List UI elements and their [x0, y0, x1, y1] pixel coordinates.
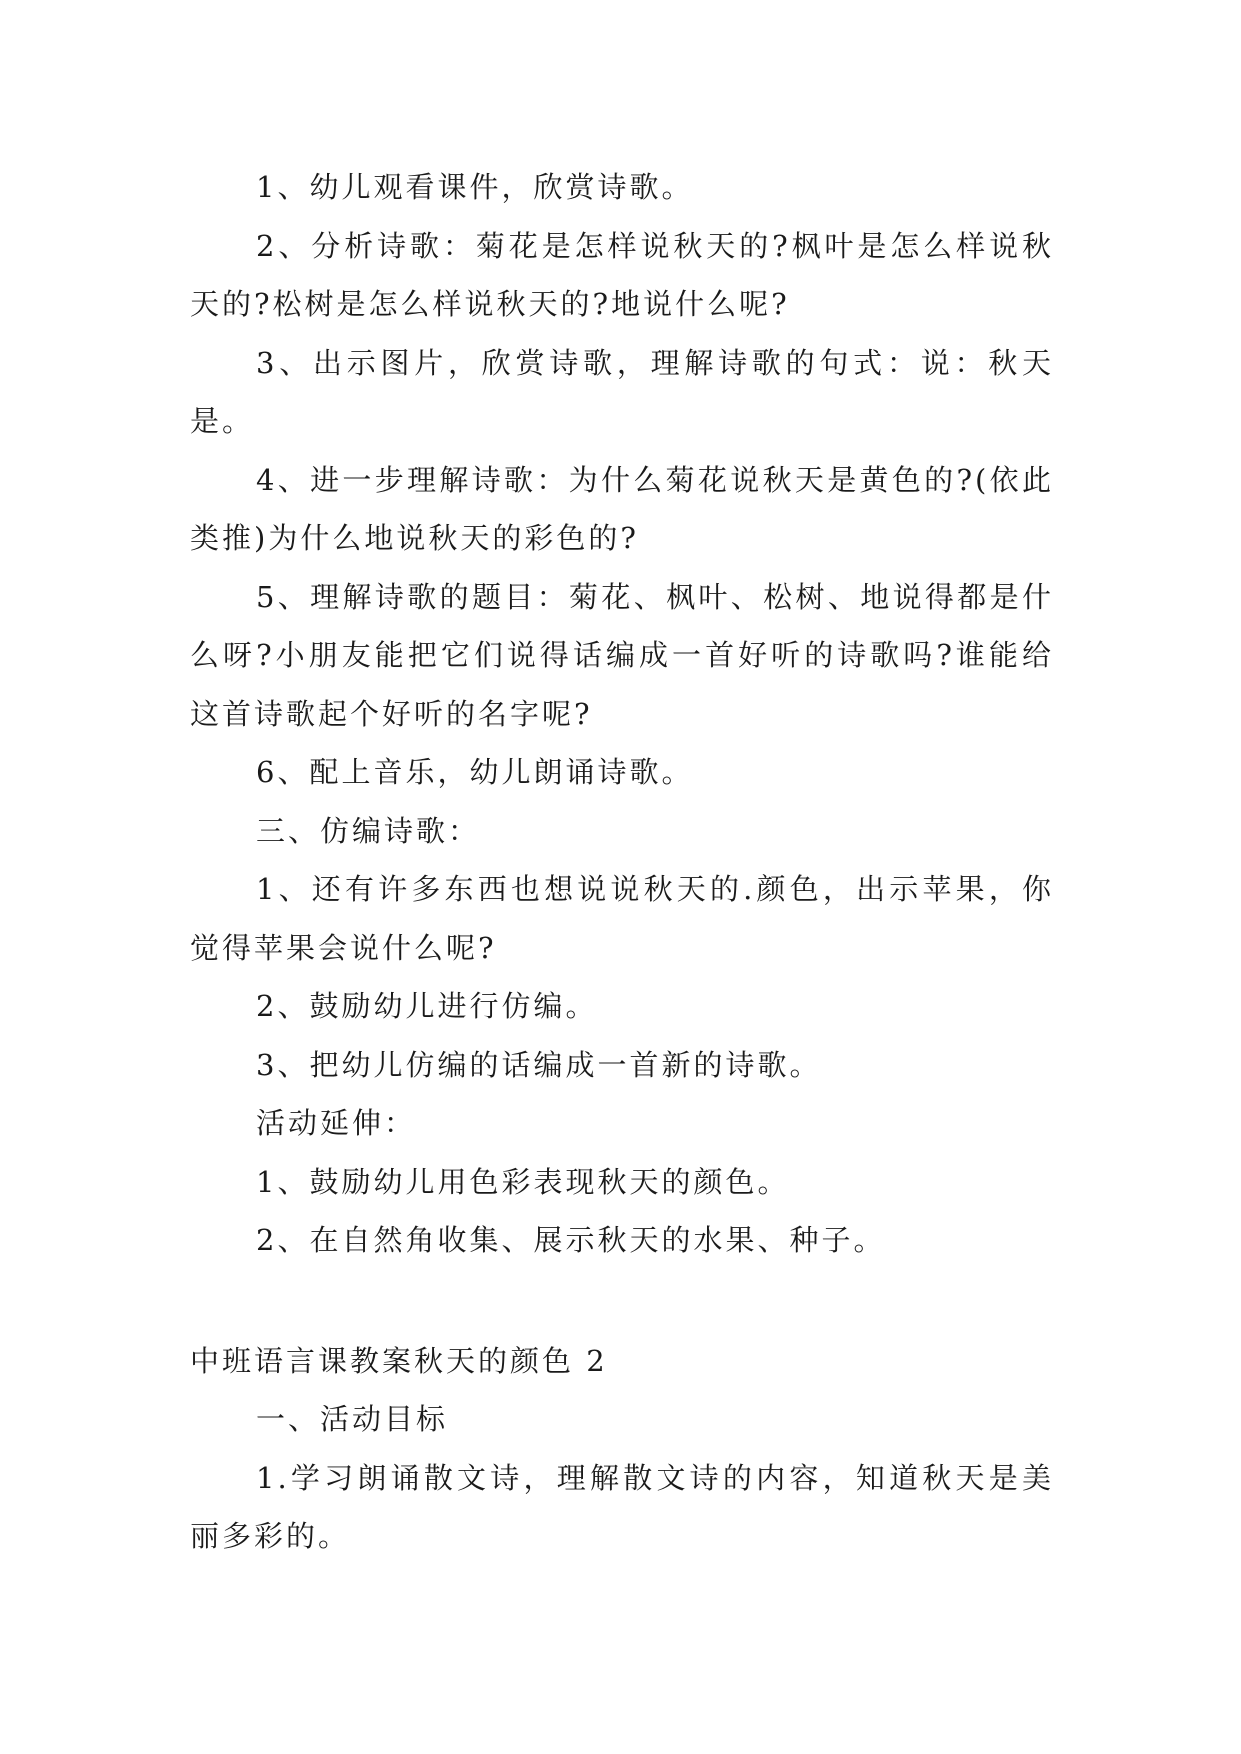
section-heading-imitation: 三、仿编诗歌： [256, 813, 481, 848]
paragraph-8: 2、鼓励幼儿进行仿编。 [256, 989, 598, 1023]
lesson-title: 中班语言课教案秋天的颜色 2 [190, 1343, 608, 1378]
paragraph-11: 2、在自然角收集、展示秋天的水果、种子。 [256, 1223, 886, 1257]
document-body [190, 158, 1054, 1566]
paragraph-10: 1、鼓励幼儿用色彩表现秋天的颜色。 [256, 1164, 790, 1199]
paragraph-5: 5、理解诗歌的题目：菊花、枫叶、松树、地说得都是什么呀?小朋友能把它们说得话编成一首好听的诗歌吗?谁能给这首诗歌起个好听的名字呢? [190, 579, 1054, 731]
paragraph-3: 3、出示图片，欣赏诗歌，理解诗歌的句式：说：秋天是。 [190, 345, 1054, 438]
section-heading-extension: 活动延伸： [256, 1106, 417, 1140]
section-spacer [190, 1270, 1054, 1332]
paragraph-9: 3、把幼儿仿编的话编成一首新的诗歌。 [256, 1047, 822, 1082]
section-heading-goals: 一、活动目标 [256, 1402, 449, 1436]
paragraph-2: 2、分析诗歌：菊花是怎样说秋天的?枫叶是怎么样说秋天的?松树是怎么样说秋天的?地说什么呢? [190, 228, 1054, 321]
paragraph-7: 1、还有许多东西也想说说秋天的.颜色，出示苹果，你觉得苹果会说什么呢? [190, 872, 1054, 965]
paragraph-1: 1、幼儿观看课件，欣赏诗歌。 [256, 170, 694, 204]
paragraph-goal-1: 1.学习朗诵散文诗，理解散文诗的内容，知道秋天是美丽多彩的。 [190, 1460, 1054, 1553]
paragraph-6: 6、配上音乐，幼儿朗诵诗歌。 [256, 755, 694, 789]
paragraph-4: 4、进一步理解诗歌：为什么菊花说秋天是黄色的?(依此类推)为什么地说秋天的彩色的? [190, 462, 1054, 555]
